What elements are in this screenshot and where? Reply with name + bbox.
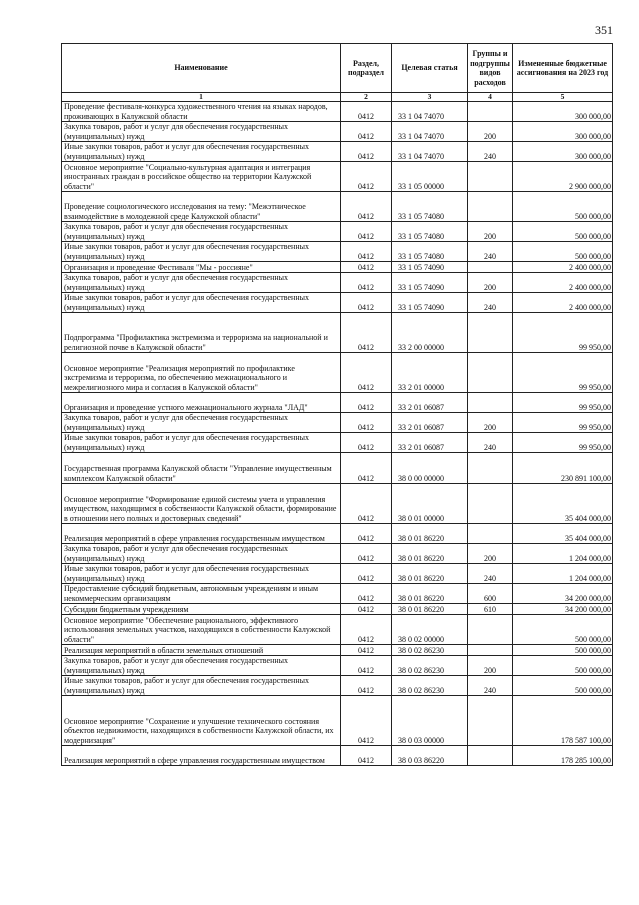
row-amount: 2 400 000,00 bbox=[513, 293, 613, 313]
row-section: 0412 bbox=[341, 393, 392, 413]
row-amount: 1 204 000,00 bbox=[513, 564, 613, 584]
table-row bbox=[62, 433, 613, 453]
header-name: Наименование bbox=[62, 44, 341, 93]
row-name: Реализация мероприятий в сфере управления государственным имуществом bbox=[62, 746, 341, 766]
table-row bbox=[62, 696, 613, 746]
row-amount: 500 000,00 bbox=[513, 242, 613, 262]
row-article: 33 2 01 00000 bbox=[392, 353, 468, 393]
row-article: 38 0 02 00000 bbox=[392, 615, 468, 645]
row-name: Реализация мероприятий в сфере управления государственным имуществом bbox=[62, 524, 341, 544]
row-article: 33 2 01 06087 bbox=[392, 393, 468, 413]
row-section: 0412 bbox=[341, 656, 392, 676]
row-name: Основное мероприятие "Обеспечение рационального, эффективного использования земельных участков, находящихся в собственности Калужской области" bbox=[62, 615, 341, 645]
row-article: 33 2 01 06087 bbox=[392, 433, 468, 453]
row-section: 0412 bbox=[341, 273, 392, 293]
table-row bbox=[62, 544, 613, 564]
row-name: Иные закупки товаров, работ и услуг для обеспечения государственных (муниципальных) нужд bbox=[62, 564, 341, 584]
row-section: 0412 bbox=[341, 544, 392, 564]
budget-table bbox=[61, 43, 613, 766]
row-expense-type: 600 bbox=[468, 584, 513, 604]
table-row bbox=[62, 524, 613, 544]
row-expense-type: 240 bbox=[468, 676, 513, 696]
row-article: 33 1 05 74090 bbox=[392, 273, 468, 293]
row-name: Организация и проведение устного межнационального журнала "ЛАД" bbox=[62, 393, 341, 413]
row-article: 38 0 01 00000 bbox=[392, 484, 468, 524]
row-section: 0412 bbox=[341, 564, 392, 584]
row-expense-type bbox=[468, 453, 513, 484]
row-section: 0412 bbox=[341, 242, 392, 262]
row-expense-type bbox=[468, 262, 513, 273]
row-section: 0412 bbox=[341, 413, 392, 433]
row-article: 33 1 05 74090 bbox=[392, 262, 468, 273]
row-section: 0412 bbox=[341, 313, 392, 353]
row-article: 38 0 01 86220 bbox=[392, 564, 468, 584]
row-expense-type: 200 bbox=[468, 122, 513, 142]
row-section: 0412 bbox=[341, 102, 392, 122]
row-article: 33 1 05 00000 bbox=[392, 162, 468, 192]
row-section: 0412 bbox=[341, 584, 392, 604]
row-name: Проведение социологического исследования на тему: "Межэтническое взаимодействие в молодежной среде Калужской области" bbox=[62, 192, 341, 222]
column-number: 4 bbox=[468, 93, 513, 102]
row-article: 38 0 02 86230 bbox=[392, 676, 468, 696]
row-amount: 500 000,00 bbox=[513, 645, 613, 656]
table-row bbox=[62, 273, 613, 293]
row-article: 33 1 05 74090 bbox=[392, 293, 468, 313]
row-article: 33 1 05 74080 bbox=[392, 192, 468, 222]
row-expense-type bbox=[468, 353, 513, 393]
row-section: 0412 bbox=[341, 453, 392, 484]
row-amount: 35 404 000,00 bbox=[513, 484, 613, 524]
column-number: 3 bbox=[392, 93, 468, 102]
row-section: 0412 bbox=[341, 746, 392, 766]
row-name: Предоставление субсидий бюджетным, автономным учреждениям и иным некоммерческим организациям bbox=[62, 584, 341, 604]
row-expense-type: 200 bbox=[468, 656, 513, 676]
row-name: Иные закупки товаров, работ и услуг для обеспечения государственных (муниципальных) нужд bbox=[62, 242, 341, 262]
row-name: Основное мероприятие "Сохранение и улучшение технического состояния объектов недвижимости, находящихся в собственности Калужской области, их модернизация" bbox=[62, 696, 341, 746]
header-article: Целевая статья bbox=[392, 44, 468, 93]
row-article: 33 1 05 74080 bbox=[392, 222, 468, 242]
row-expense-type bbox=[468, 192, 513, 222]
row-article: 38 0 03 00000 bbox=[392, 696, 468, 746]
table-row bbox=[62, 615, 613, 645]
table-row bbox=[62, 656, 613, 676]
table-row bbox=[62, 222, 613, 242]
row-amount: 99 950,00 bbox=[513, 393, 613, 413]
row-name: Основное мероприятие "Формирование единой системы учета и управления имуществом, находящимся в собственности Калужской области, формирование в отношении него полных и достоверных сведений" bbox=[62, 484, 341, 524]
row-name: Основное мероприятие "Реализация мероприятий по профилактике экстремизма и терроризма, по обеспечению межнационального и межрелигиозного мира и согласия в Калужской области" bbox=[62, 353, 341, 393]
table-header-row bbox=[62, 44, 613, 93]
row-amount: 500 000,00 bbox=[513, 615, 613, 645]
row-article: 38 0 03 86220 bbox=[392, 746, 468, 766]
row-name: Подпрограмма "Профилактика экстремизма и терроризма на национальной и религиозной почве в Калужской области" bbox=[62, 313, 341, 353]
row-article: 38 0 02 86230 bbox=[392, 656, 468, 676]
row-name: Закупка товаров, работ и услуг для обеспечения государственных (муниципальных) нужд bbox=[62, 413, 341, 433]
table-row bbox=[62, 102, 613, 122]
row-article: 33 1 05 74080 bbox=[392, 242, 468, 262]
row-amount: 1 204 000,00 bbox=[513, 544, 613, 564]
row-article: 38 0 01 86220 bbox=[392, 544, 468, 564]
row-amount: 2 900 000,00 bbox=[513, 162, 613, 192]
table-row bbox=[62, 746, 613, 766]
row-name: Закупка товаров, работ и услуг для обеспечения государственных (муниципальных) нужд bbox=[62, 656, 341, 676]
row-expense-type bbox=[468, 746, 513, 766]
row-section: 0412 bbox=[341, 645, 392, 656]
row-amount: 2 400 000,00 bbox=[513, 273, 613, 293]
table-column-numbers-row bbox=[62, 93, 613, 102]
table-row bbox=[62, 453, 613, 484]
row-amount: 178 587 100,00 bbox=[513, 696, 613, 746]
row-amount: 99 950,00 bbox=[513, 413, 613, 433]
table-row bbox=[62, 262, 613, 273]
table-row bbox=[62, 413, 613, 433]
row-article: 38 0 01 86220 bbox=[392, 584, 468, 604]
row-article: 33 2 01 06087 bbox=[392, 413, 468, 433]
row-expense-type: 200 bbox=[468, 273, 513, 293]
table-row bbox=[62, 645, 613, 656]
row-article: 38 0 01 86220 bbox=[392, 524, 468, 544]
row-section: 0412 bbox=[341, 484, 392, 524]
row-amount: 99 950,00 bbox=[513, 353, 613, 393]
row-article: 38 0 00 00000 bbox=[392, 453, 468, 484]
table-row bbox=[62, 353, 613, 393]
header-section: Раздел, подраздел bbox=[341, 44, 392, 93]
table-row bbox=[62, 293, 613, 313]
row-expense-type bbox=[468, 393, 513, 413]
row-expense-type: 200 bbox=[468, 544, 513, 564]
table-row bbox=[62, 564, 613, 584]
row-name: Закупка товаров, работ и услуг для обеспечения государственных (муниципальных) нужд bbox=[62, 544, 341, 564]
table-row bbox=[62, 162, 613, 192]
row-amount: 34 200 000,00 bbox=[513, 584, 613, 604]
row-amount: 99 950,00 bbox=[513, 433, 613, 453]
row-name: Проведение фестиваля-конкурса художественного чтения на языках народов, проживающих в Калужской области bbox=[62, 102, 341, 122]
row-expense-type bbox=[468, 162, 513, 192]
row-section: 0412 bbox=[341, 353, 392, 393]
row-article: 38 0 01 86220 bbox=[392, 604, 468, 615]
row-section: 0412 bbox=[341, 433, 392, 453]
row-section: 0412 bbox=[341, 676, 392, 696]
row-expense-type bbox=[468, 696, 513, 746]
row-section: 0412 bbox=[341, 162, 392, 192]
row-amount: 230 891 100,00 bbox=[513, 453, 613, 484]
row-amount: 500 000,00 bbox=[513, 192, 613, 222]
row-amount: 35 404 000,00 bbox=[513, 524, 613, 544]
row-name: Иные закупки товаров, работ и услуг для обеспечения государственных (муниципальных) нужд bbox=[62, 433, 341, 453]
row-expense-type bbox=[468, 524, 513, 544]
table-row bbox=[62, 676, 613, 696]
row-expense-type bbox=[468, 645, 513, 656]
row-amount: 178 285 100,00 bbox=[513, 746, 613, 766]
row-name: Иные закупки товаров, работ и услуг для обеспечения государственных (муниципальных) нужд bbox=[62, 142, 341, 162]
column-number: 5 bbox=[513, 93, 613, 102]
row-article: 33 2 00 00000 bbox=[392, 313, 468, 353]
row-section: 0412 bbox=[341, 615, 392, 645]
row-amount: 500 000,00 bbox=[513, 222, 613, 242]
row-expense-type bbox=[468, 484, 513, 524]
row-name: Субсидии бюджетным учреждениям bbox=[62, 604, 341, 615]
row-expense-type: 240 bbox=[468, 142, 513, 162]
row-article: 33 1 04 74070 bbox=[392, 122, 468, 142]
table-row bbox=[62, 142, 613, 162]
column-number: 2 bbox=[341, 93, 392, 102]
row-section: 0412 bbox=[341, 604, 392, 615]
table-row bbox=[62, 604, 613, 615]
row-amount: 34 200 000,00 bbox=[513, 604, 613, 615]
table-body bbox=[62, 102, 613, 766]
column-number: 1 bbox=[62, 93, 341, 102]
row-name: Организация и проведение Фестиваля "Мы - россияне" bbox=[62, 262, 341, 273]
row-section: 0412 bbox=[341, 696, 392, 746]
row-expense-type: 240 bbox=[468, 293, 513, 313]
row-name: Закупка товаров, работ и услуг для обеспечения государственных (муниципальных) нужд bbox=[62, 273, 341, 293]
row-amount: 500 000,00 bbox=[513, 676, 613, 696]
row-name: Иные закупки товаров, работ и услуг для обеспечения государственных (муниципальных) нужд bbox=[62, 293, 341, 313]
row-expense-type: 240 bbox=[468, 242, 513, 262]
row-name: Иные закупки товаров, работ и услуг для обеспечения государственных (муниципальных) нужд bbox=[62, 676, 341, 696]
header-expense-type: Группы и подгруппы видов расходов bbox=[468, 44, 513, 93]
row-expense-type bbox=[468, 102, 513, 122]
row-name: Закупка товаров, работ и услуг для обеспечения государственных (муниципальных) нужд bbox=[62, 122, 341, 142]
table-row bbox=[62, 484, 613, 524]
header-amount: Измененные бюджетные ассигнования на 2023 год bbox=[513, 44, 613, 93]
row-section: 0412 bbox=[341, 122, 392, 142]
row-amount: 99 950,00 bbox=[513, 313, 613, 353]
page-number: 351 bbox=[595, 23, 613, 37]
row-name: Основное мероприятие "Социально-культурная адаптация и интеграция иностранных граждан в российское общество на территории Калужской области" bbox=[62, 162, 341, 192]
row-amount: 2 400 000,00 bbox=[513, 262, 613, 273]
row-amount: 500 000,00 bbox=[513, 656, 613, 676]
row-expense-type: 240 bbox=[468, 433, 513, 453]
row-section: 0412 bbox=[341, 524, 392, 544]
row-article: 38 0 02 86230 bbox=[392, 645, 468, 656]
row-amount: 300 000,00 bbox=[513, 122, 613, 142]
row-expense-type bbox=[468, 313, 513, 353]
row-expense-type: 610 bbox=[468, 604, 513, 615]
row-expense-type: 200 bbox=[468, 413, 513, 433]
row-name: Закупка товаров, работ и услуг для обеспечения государственных (муниципальных) нужд bbox=[62, 222, 341, 242]
table-row bbox=[62, 242, 613, 262]
row-section: 0412 bbox=[341, 222, 392, 242]
row-article: 33 1 04 74070 bbox=[392, 102, 468, 122]
row-section: 0412 bbox=[341, 192, 392, 222]
row-section: 0412 bbox=[341, 142, 392, 162]
row-amount: 300 000,00 bbox=[513, 102, 613, 122]
row-article: 33 1 04 74070 bbox=[392, 142, 468, 162]
table-row bbox=[62, 122, 613, 142]
row-expense-type: 200 bbox=[468, 222, 513, 242]
row-expense-type bbox=[468, 615, 513, 645]
row-section: 0412 bbox=[341, 293, 392, 313]
row-expense-type: 240 bbox=[468, 564, 513, 584]
table-row bbox=[62, 584, 613, 604]
row-name: Государственная программа Калужской области "Управление имущественным комплексом Калужской области" bbox=[62, 453, 341, 484]
table-row bbox=[62, 313, 613, 353]
row-amount: 300 000,00 bbox=[513, 142, 613, 162]
table-row bbox=[62, 393, 613, 413]
row-name: Реализация мероприятий в области земельных отношений bbox=[62, 645, 341, 656]
row-section: 0412 bbox=[341, 262, 392, 273]
table-row bbox=[62, 192, 613, 222]
